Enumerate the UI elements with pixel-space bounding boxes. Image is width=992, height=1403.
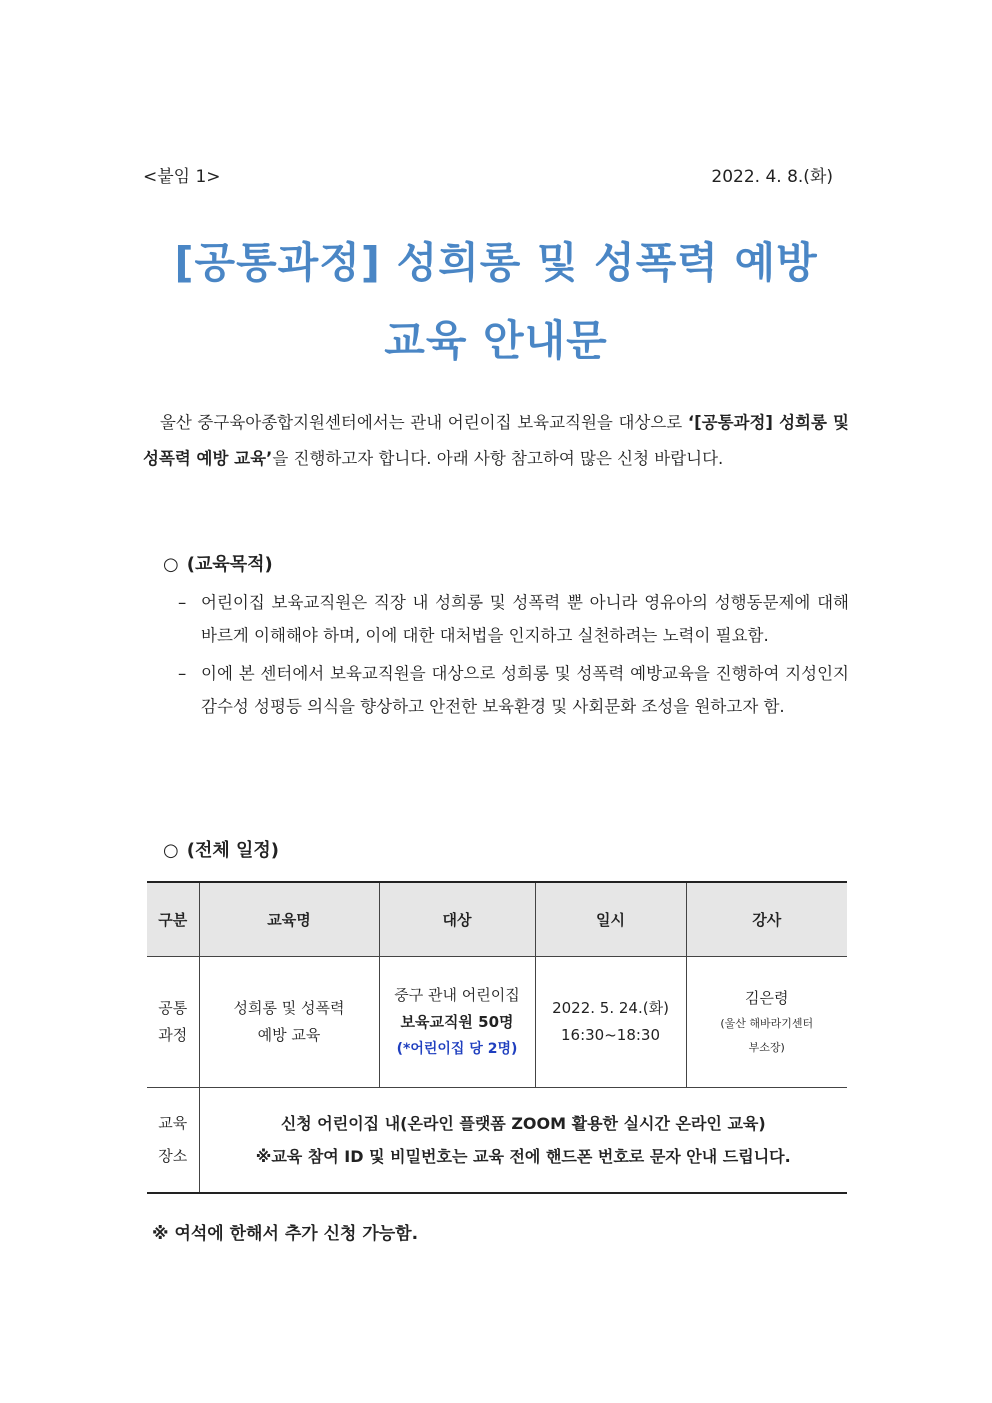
instructor-org-line-1: (울산 해바라기센터 (720, 1016, 814, 1030)
dash-bullet-icon: – (178, 593, 187, 612)
instructor-cell (686, 957, 847, 1088)
title-line-2: 교육 안내문 (384, 316, 608, 365)
purpose-item-2: 이에 본 센터에서 보육교직원을 대상으로 성희롱 및 성폭력 예방교육을 진행하여 지성인지 감수성 성평등 의식을 향상하고 안전한 보육환경 및 사회문화 조성을 원하고자 함. (201, 664, 849, 716)
purpose-item-1: 어린이집 보육교직원은 직장 내 성희롱 및 성폭력 뿐 아니라 영유아의 성행동문제에 대해 바르게 이해해야 하며, 이에 대한 대처법을 인지하고 실천하려는 노력이 필요함. (201, 593, 849, 645)
header-category: 구분 (147, 882, 199, 957)
table-row (147, 957, 847, 1088)
table-row (147, 1088, 847, 1194)
course-date: 2022. 5. 24.(화) (552, 999, 669, 1017)
footnote: ※ 여석에 한해서 추가 신청 가능함. (152, 1224, 419, 1244)
title-line-1: [공통과정] 성희롱 및 성폭력 예방 (174, 238, 818, 287)
schedule-heading (163, 836, 279, 862)
intro-text-2: 을 진행하고자 합니다. 아래 사항 참고하여 많은 신청 바랍니다. (272, 449, 724, 468)
intro-paragraph (143, 405, 849, 477)
target-count: 보육교직원 50명 (400, 1012, 514, 1031)
circle-bullet-icon: ○ (163, 840, 179, 861)
intro-course-name: ‘[공통과정] 성희롱 및 성폭력 예방 교육’ (143, 413, 849, 468)
venue-label-line-2: 장소 (158, 1147, 188, 1165)
header-course-name: 교육명 (199, 882, 379, 957)
course-name-cell (199, 957, 379, 1088)
header-datetime: 일시 (535, 882, 686, 957)
venue-label-line-1: 교육 (158, 1114, 188, 1132)
purpose-list (178, 586, 849, 728)
venue-line-1: 신청 어린이집 내(온라인 플랫폼 ZOOM 활용한 실시간 온라인 교육) (280, 1114, 766, 1133)
target-line-1: 중구 관내 어린이집 (394, 985, 520, 1004)
list-item (178, 657, 849, 723)
schedule-table (147, 881, 847, 1194)
venue-label-cell (147, 1088, 199, 1194)
course-name-line-1: 성희롱 및 성폭력 (233, 999, 345, 1017)
list-item (178, 586, 849, 652)
target-note: (*어린이집 당 2명) (396, 1040, 518, 1057)
course-name-line-2: 예방 교육 (257, 1026, 321, 1044)
purpose-heading (163, 550, 273, 576)
attachment-label: <붙임 1> (143, 167, 221, 187)
header-target: 대상 (379, 882, 535, 957)
header-row (143, 162, 833, 188)
document-date: 2022. 4. 8.(화) (711, 167, 833, 187)
instructor-name: 김은령 (745, 988, 789, 1007)
purpose-heading-text: (교육목적) (186, 554, 273, 575)
schedule-heading-text: (전체 일정) (186, 840, 279, 861)
header-instructor: 강사 (686, 882, 847, 957)
dash-bullet-icon: – (178, 664, 187, 683)
venue-line-2: ※교육 참여 ID 및 비밀번호는 교육 전에 핸드폰 번호로 문자 안내 드립니다. (255, 1147, 791, 1166)
datetime-cell (535, 957, 686, 1088)
target-cell (379, 957, 535, 1088)
circle-bullet-icon: ○ (163, 554, 179, 575)
table-header-row (147, 882, 847, 957)
instructor-org-line-2: 부소장) (748, 1040, 785, 1054)
intro-text-1: 울산 중구육아종합지원센터에서는 관내 어린이집 보육교직원을 대상으로 (159, 413, 688, 432)
venue-cell (199, 1088, 847, 1194)
category-line-1: 공통 (158, 999, 188, 1017)
course-time: 16:30~18:30 (560, 1026, 661, 1044)
category-line-2: 과정 (158, 1026, 188, 1044)
category-cell (147, 957, 199, 1088)
